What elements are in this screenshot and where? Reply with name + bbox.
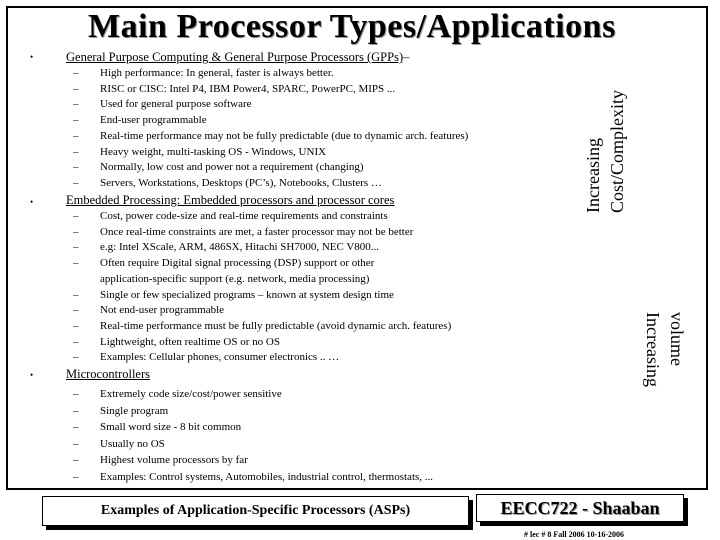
- list-item: [73, 436, 433, 453]
- list-item-continuation: [73, 272, 451, 288]
- list-item: [73, 240, 451, 256]
- dash: –: [73, 114, 79, 127]
- list-item: [73, 403, 433, 420]
- volume-label: volume: [667, 312, 687, 366]
- list-item: [73, 97, 468, 113]
- list-item-text: RISC or CISC: Intel P4, IBM Power4, SPARC, PowerPC, MIPS ...: [100, 82, 396, 95]
- list-item: [73, 256, 451, 272]
- list-item: [73, 350, 451, 366]
- dash: –: [73, 241, 79, 254]
- dash: –: [73, 437, 79, 450]
- list-item-text: Used for general purpose software: [100, 98, 252, 111]
- list-item: [73, 469, 433, 486]
- dash: –: [73, 454, 79, 467]
- list-item: [73, 452, 433, 469]
- list-item-text: Cost, power code-size and real-time requirements and constraints: [100, 210, 388, 222]
- dash: –: [73, 98, 79, 111]
- dash: –: [73, 145, 79, 158]
- dash: –: [73, 319, 79, 332]
- dash: –: [73, 82, 79, 95]
- cost-complexity-label: Cost/Complexity: [607, 89, 627, 213]
- list-item: [73, 160, 468, 176]
- dash: –: [73, 351, 79, 364]
- list-item: [73, 386, 433, 403]
- dash: –: [73, 304, 79, 317]
- list-item: [73, 209, 451, 225]
- dash: –: [73, 225, 79, 238]
- list-item-text: Single or few specialized programs – known at system design time: [100, 288, 394, 301]
- list-item-text: Often require Digital signal processing (DSP) support or other: [100, 257, 375, 270]
- dash: –: [73, 288, 79, 301]
- list-item-text: Examples: Cellular phones, consumer electronics .. …: [100, 351, 340, 364]
- dash: –: [73, 129, 79, 142]
- slide-title: Main Processor Types/Applications: [88, 8, 616, 45]
- list-item-text: Extremely code size/cost/power sensitive: [100, 388, 282, 400]
- dash: –: [73, 67, 79, 79]
- footer-text: # lec # 8 Fall 2006 10-16-2006: [524, 530, 624, 539]
- section-heading-gpp: [66, 50, 409, 65]
- section-heading-microcontrollers: Microcontrollers: [66, 367, 151, 381]
- list-item-text: Single program: [100, 404, 169, 417]
- list-item: [73, 303, 451, 319]
- list-item-text: Usually no OS: [100, 437, 165, 450]
- list-item-text: Small word size - 8 bit common: [100, 421, 242, 434]
- dash: –: [73, 257, 79, 270]
- embedded-list: [73, 209, 451, 366]
- section-heading-embedded: Embedded Processing: Embedded processors and processor cores: [66, 193, 395, 207]
- list-item: [73, 66, 468, 82]
- list-item: [73, 419, 433, 436]
- list-item-text: Heavy weight, multi-tasking OS - Windows, UNIX: [100, 145, 327, 158]
- list-item-text: Not end-user programmable: [100, 304, 225, 317]
- dash: –: [73, 404, 79, 417]
- section-bullet: •: [30, 197, 34, 207]
- dash: –: [73, 210, 79, 222]
- section-heading-gpp-suffix: –: [403, 50, 410, 64]
- list-item: [73, 145, 468, 161]
- list-item: [73, 319, 451, 335]
- course-box: EECC722 - Shaaban: [476, 494, 684, 522]
- list-item: [73, 176, 468, 192]
- dash: –: [73, 421, 79, 434]
- dash: –: [73, 161, 79, 174]
- dash: –: [73, 176, 79, 189]
- increasing-volume-label: Increasing: [643, 312, 663, 387]
- gpp-list: [73, 66, 468, 192]
- list-item-text: Servers, Workstations, Desktops (PC’s), Notebooks, Clusters …: [100, 176, 382, 189]
- list-item: [73, 129, 468, 145]
- examples-box: Examples of Application-Specific Processors (ASPs): [42, 496, 469, 526]
- list-item-text: application-specific support (e.g. network, media processing): [100, 272, 370, 285]
- section-bullet: •: [30, 370, 34, 380]
- increasing-cost-label: Increasing: [583, 138, 603, 213]
- list-item: [73, 288, 451, 304]
- dash: –: [73, 335, 79, 348]
- list-item: [73, 335, 451, 351]
- list-item: [73, 82, 468, 98]
- list-item: [73, 225, 451, 241]
- section-bullet: •: [30, 52, 34, 62]
- list-item-text: Real-time performance must be fully predictable (avoid dynamic arch. features): [100, 319, 452, 332]
- list-item-text: Real-time performance may not be fully predictable (due to dynamic arch. features): [100, 129, 469, 142]
- list-item-text: Once real-time constraints are met, a faster processor may not be better: [100, 225, 414, 238]
- dash: –: [73, 388, 79, 400]
- list-item-text: e.g: Intel XScale, ARM, 486SX, Hitachi SH7000, NEC V800...: [100, 241, 380, 254]
- list-item-text: High performance: In general, faster is always better.: [100, 67, 334, 79]
- section-heading-gpp-text: General Purpose Computing & General Purpose Processors (GPPs): [66, 50, 404, 64]
- microcontroller-list: [73, 386, 433, 486]
- list-item-text: Lightweight, often realtime OS or no OS: [100, 335, 280, 348]
- list-item-text: Highest volume processors by far: [100, 454, 248, 467]
- list-item-text: Normally, low cost and power not a requirement (changing): [100, 161, 364, 174]
- list-item-text: Examples: Control systems, Automobiles, industrial control, thermostats, ...: [100, 470, 434, 483]
- dash: –: [73, 470, 79, 483]
- list-item: [73, 113, 468, 129]
- list-item-text: End-user programmable: [100, 114, 207, 127]
